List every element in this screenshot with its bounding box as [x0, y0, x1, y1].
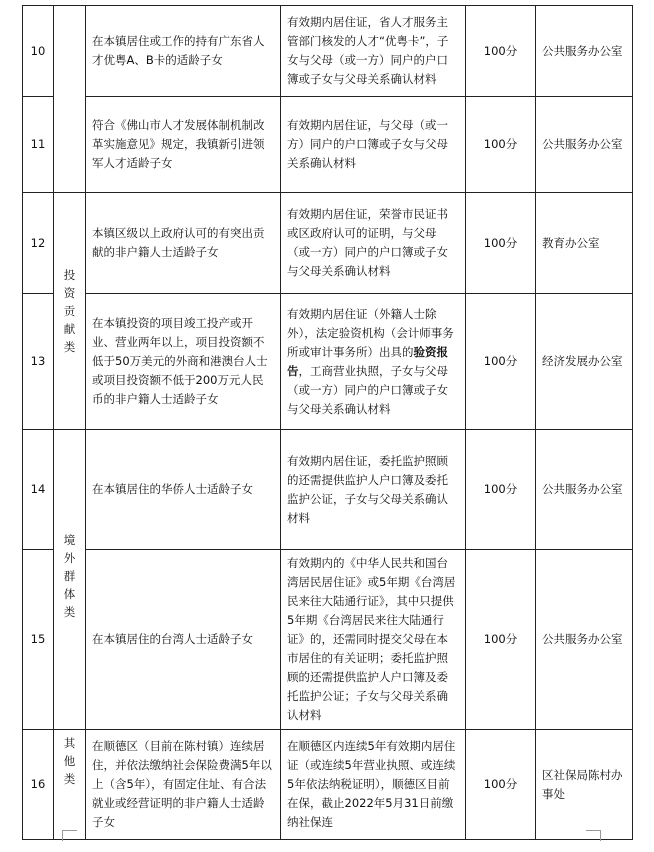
department-cell: 公共服务办公室 [536, 6, 633, 97]
row-number: 15 [23, 550, 54, 730]
condition-cell: 本镇区级以上政府认可的有突出贡献的非户籍人士适龄子女 [86, 193, 281, 294]
category-cell-investment [54, 193, 86, 430]
materials-cell: 有效期内的《中华人民共和国台湾居民居住证》或5年期《台湾居民来往大陆通行证》，其中只提供5年期《台湾居民来往大陆通行证》的，还需同时提交父母在本市居住的有关证明；委托监护照顾的还需提供监护人户口簿及委托监护公证；子女与父母关系确认材料 [281, 550, 466, 730]
table-row [23, 97, 633, 193]
page-corner-mark-right [586, 830, 601, 841]
department-cell: 公共服务办公室 [536, 97, 633, 193]
score-cell: 100分 [466, 97, 536, 193]
materials-cell: 有效期内居住证，与父母（或一方）同户的户口簿或子女与父母关系确认材料 [281, 97, 466, 193]
table-row [23, 430, 633, 550]
score-cell: 100分 [466, 730, 536, 840]
condition-cell: 符合《佛山市人才发展体制机制改革实施意见》规定，我镇新引进领军人才适龄子女 [86, 97, 281, 193]
category-label: 投资贡献类 [63, 268, 76, 354]
score-cell: 100分 [466, 6, 536, 97]
condition-cell: 在本镇投资的项目竣工投产或开业、营业两年以上，项目投资额不低于50万美元的外商和港澳台人士或项目投资额不低于200万元人民币的非户籍人士适龄子女 [86, 294, 281, 430]
score-cell: 100分 [466, 193, 536, 294]
table-row [23, 730, 633, 840]
row-number: 10 [23, 6, 54, 97]
row-number: 14 [23, 430, 54, 550]
department-cell: 公共服务办公室 [536, 430, 633, 550]
materials-bold-text: 验资报告 [287, 344, 448, 378]
category-cell-other [54, 730, 86, 840]
department-cell: 区社保局陈村办事处 [536, 730, 633, 840]
score-cell: 100分 [466, 430, 536, 550]
condition-cell: 在本镇居住的台湾人士适龄子女 [86, 550, 281, 730]
table-row [23, 294, 633, 430]
admission-criteria-table [22, 5, 633, 840]
department-cell: 公共服务办公室 [536, 550, 633, 730]
row-number: 13 [23, 294, 54, 430]
score-cell: 100分 [466, 294, 536, 430]
row-number: 11 [23, 97, 54, 193]
category-cell-talent [54, 6, 86, 193]
department-cell: 教育办公室 [536, 193, 633, 294]
table-row [23, 193, 633, 294]
department-cell: 经济发展办公室 [536, 294, 633, 430]
score-cell: 100分 [466, 550, 536, 730]
category-label: 其他类 [63, 736, 76, 786]
materials-cell [281, 294, 466, 430]
materials-text: ，工商营业执照，子女与父母（或一方）同户的户口簿或子女与父母关系确认材料 [287, 363, 448, 416]
table-row [23, 6, 633, 97]
condition-cell: 在本镇居住的华侨人士适龄子女 [86, 430, 281, 550]
table-row [23, 550, 633, 730]
row-number: 16 [23, 730, 54, 840]
materials-cell: 在顺德区内连续5年有效期内居住证（或连续5年营业执照、或连续5年依法纳税证明），顺德区目前在保，截止2022年5月31日前缴纳社保连 [281, 730, 466, 840]
materials-text: 有效期内居住证（外籍人士除外），法定验资机构（会计师事务所或审计事务所）出具的 [287, 306, 454, 359]
row-number: 12 [23, 193, 54, 294]
materials-cell: 有效期内居住证，委托监护照顾的还需提供监护人户口簿及委托监护公证，子女与父母关系确认材料 [281, 430, 466, 550]
materials-cell: 有效期内居住证，省人才服务主管部门核发的人才“优粤卡”，子女与父母（或一方）同户的户口簿或子女与父母关系确认材料 [281, 6, 466, 97]
condition-cell: 在顺德区（目前在陈村镇）连续居住，并依法缴纳社会保险费满5年以上（含5年），有固定住址、有合法就业或经营证明的非户籍人士适龄子女 [86, 730, 281, 840]
category-cell-overseas [54, 430, 86, 730]
category-label: 境外群体类 [63, 532, 76, 619]
condition-cell: 在本镇居住或工作的持有广东省人才优粤A、B卡的适龄子女 [86, 6, 281, 97]
materials-cell: 有效期内居住证，荣誉市民证书或区政府认可的证明，与父母（或一方）同户的户口簿或子女与父母关系确认材料 [281, 193, 466, 294]
page-corner-mark-left [62, 830, 77, 841]
